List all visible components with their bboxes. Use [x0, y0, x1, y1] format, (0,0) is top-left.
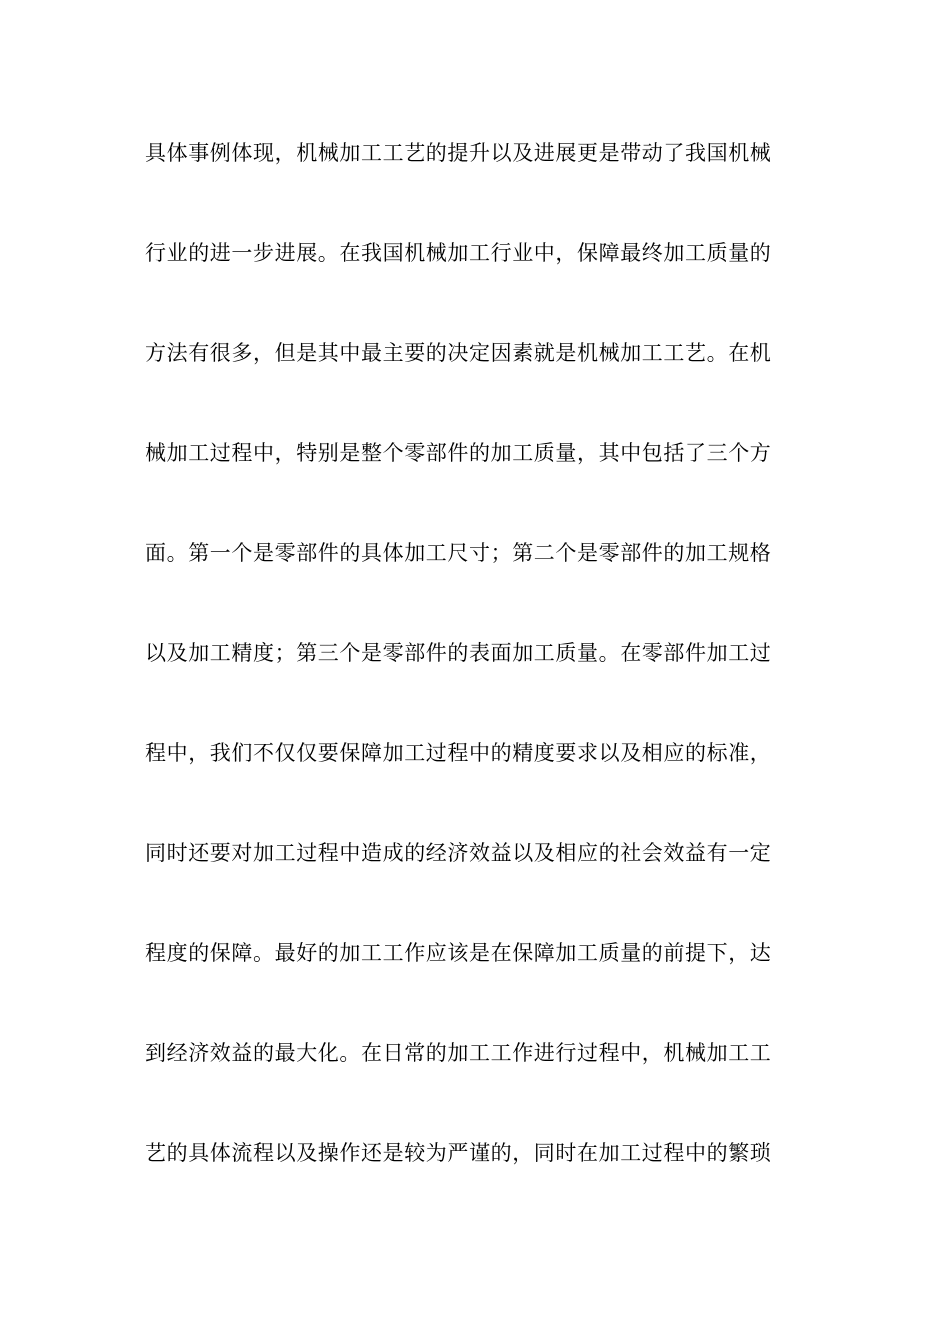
text-line: 同时还要对加工过程中造成的经济效益以及相应的社会效益有一定: [145, 841, 772, 865]
text-line: 械加工过程中，特别是整个零部件的加工质量，其中包括了三个方: [145, 441, 772, 465]
body-text: [145, 131, 825, 1231]
text-line: 程中，我们不仅仅要保障加工过程中的精度要求以及相应的标准，: [145, 741, 772, 765]
text-line: 具体事例体现，机械加工工艺的提升以及进展更是带动了我国机械: [145, 141, 772, 165]
text-line: 程度的保障。最好的加工工作应该是在保障加工质量的前提下，达: [145, 941, 772, 965]
text-line: 艺的具体流程以及操作还是较为严谨的，同时在加工过程中的繁琐: [145, 1141, 772, 1165]
text-line: 行业的进一步进展。在我国机械加工行业中，保障最终加工质量的: [145, 241, 772, 265]
text-line: 以及加工精度；第三个是零部件的表面加工质量。在零部件加工过: [145, 641, 772, 665]
text-line: 方法有很多，但是其中最主要的决定因素就是机械加工工艺。在机: [145, 341, 772, 365]
text-line: 到经济效益的最大化。在日常的加工工作进行过程中，机械加工工: [145, 1041, 772, 1065]
text-line: 面。第一个是零部件的具体加工尺寸；第二个是零部件的加工规格: [145, 541, 772, 565]
